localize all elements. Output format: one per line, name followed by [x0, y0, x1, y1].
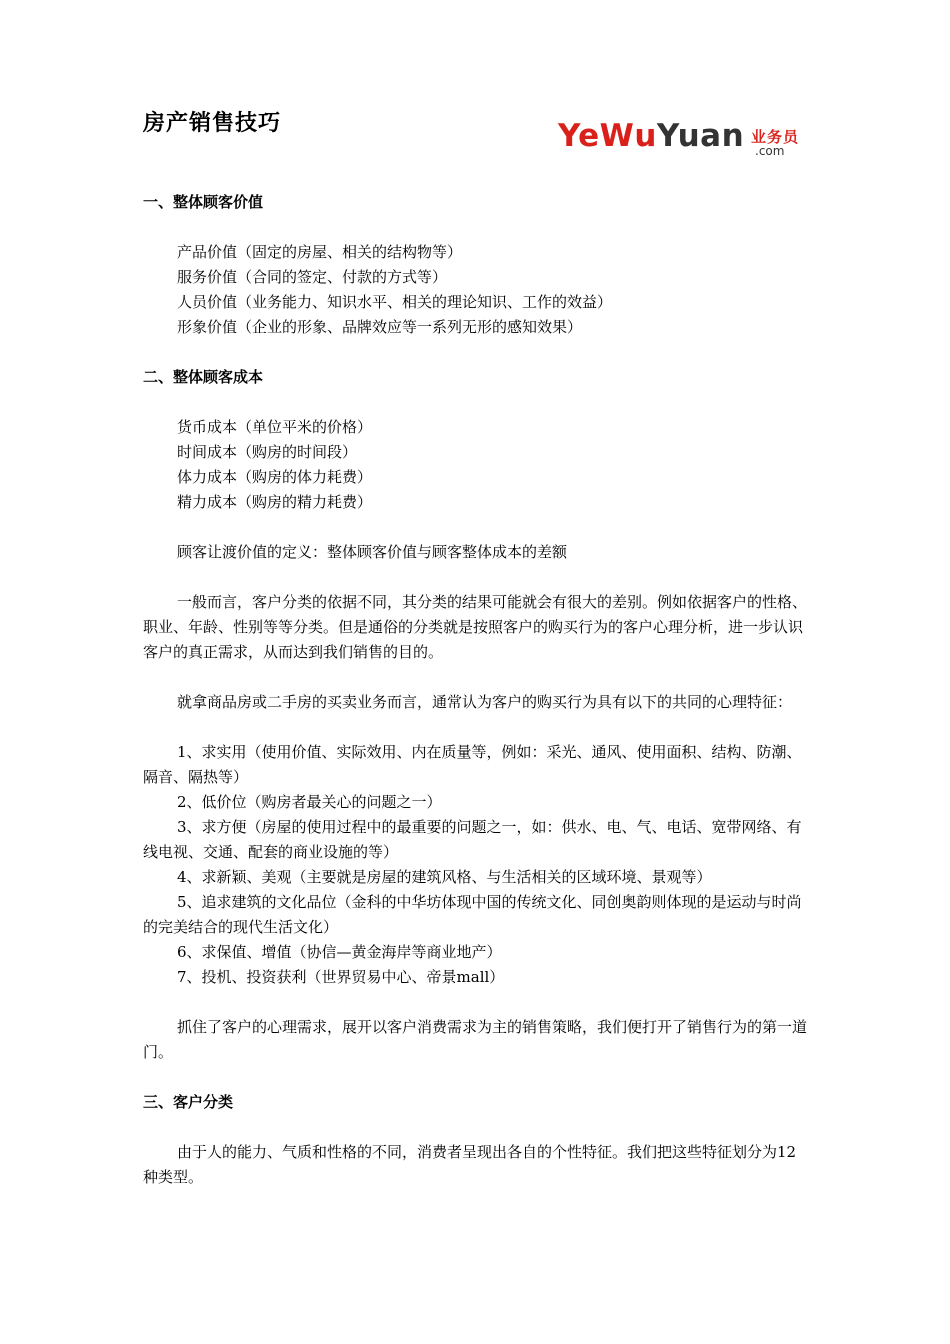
list-item: 服务价值（合同的签定、付款的方式等）	[177, 268, 448, 286]
list-item: 人员价值（业务能力、知识水平、相关的理论知识、工作的效益）	[177, 293, 613, 311]
logo-domain: .com	[755, 144, 785, 158]
logo-wordmark	[558, 117, 744, 155]
trait-item: 1、求实用（使用价值、实际效用、内在质量等，例如：采光、通风、使用面积、结构、防潮、隔音、隔热等）	[143, 743, 802, 786]
paragraph: 抓住了客户的心理需求，展开以客户消费需求为主的销售策略，我们便打开了销售行为的第一道门。	[143, 1018, 808, 1061]
trait-item: 4、求新颖、美观（主要就是房屋的建筑风格、与生活相关的区域环境、景观等）	[177, 868, 712, 886]
trait-item: 3、求方便（房屋的使用过程中的最重要的问题之一，如：供水、电、气、电话、宽带网络、有线电视、交通、配套的商业设施的等）	[143, 818, 802, 861]
section2-list	[143, 415, 811, 515]
logo-chinese: 业务员	[751, 128, 800, 146]
list-item: 时间成本（购房的时间段）	[177, 443, 358, 461]
paragraph: 一般而言，客户分类的依据不同，其分类的结果可能就会有很大的差别。例如依据客户的性格、职业、年龄、性别等等分类。但是通俗的分类就是按照客户的购买行为的客户心理分析，进一步认识客户的真正需求，从而达到我们销售的目的。	[143, 593, 808, 661]
trait-item: 5、追求建筑的文化品位（金科的中华坊体现中国的传统文化、同创奥韵则体现的是运动与时尚的完美结合的现代生活文化）	[143, 893, 802, 936]
logo-part1: YeWu	[558, 118, 657, 154]
trait-item: 7、投机、投资获利（世界贸易中心、帝景mall）	[177, 968, 505, 986]
traits-list	[143, 740, 811, 990]
logo-part2: Yuan	[656, 118, 745, 154]
list-item: 精力成本（购房的精力耗费）	[177, 493, 373, 511]
trait-item: 2、低价位（购房者最关心的问题之一）	[177, 793, 442, 811]
section1-list	[143, 240, 811, 340]
list-item: 货币成本（单位平米的价格）	[177, 418, 373, 436]
list-item: 体力成本（购房的体力耗费）	[177, 468, 373, 486]
list-item: 形象价值（企业的形象、品牌效应等一系列无形的感知效果）	[177, 318, 583, 336]
section2-heading: 二、整体顾客成本	[143, 368, 264, 386]
section3-heading: 三、客户分类	[143, 1093, 234, 1111]
trait-item: 6、求保值、增值（协信—黄金海岸等商业地产）	[177, 943, 502, 961]
list-item: 产品价值（固定的房屋、相关的结构物等）	[177, 243, 463, 261]
section1-heading: 一、整体顾客价值	[143, 193, 264, 211]
yewuyuan-logo	[558, 117, 808, 165]
document-title: 房产销售技巧	[143, 111, 282, 136]
paragraph: 由于人的能力、气质和性格的不同，消费者呈现出各自的个性特征。我们把这些特征划分为12种类型。	[143, 1143, 797, 1186]
document-body	[143, 190, 811, 1215]
paragraph: 就拿商品房或二手房的买卖业务而言，通常认为客户的购买行为具有以下的共同的心理特征：	[177, 693, 793, 711]
definition-paragraph: 顾客让渡价值的定义：整体顾客价值与顾客整体成本的差额	[177, 543, 568, 561]
